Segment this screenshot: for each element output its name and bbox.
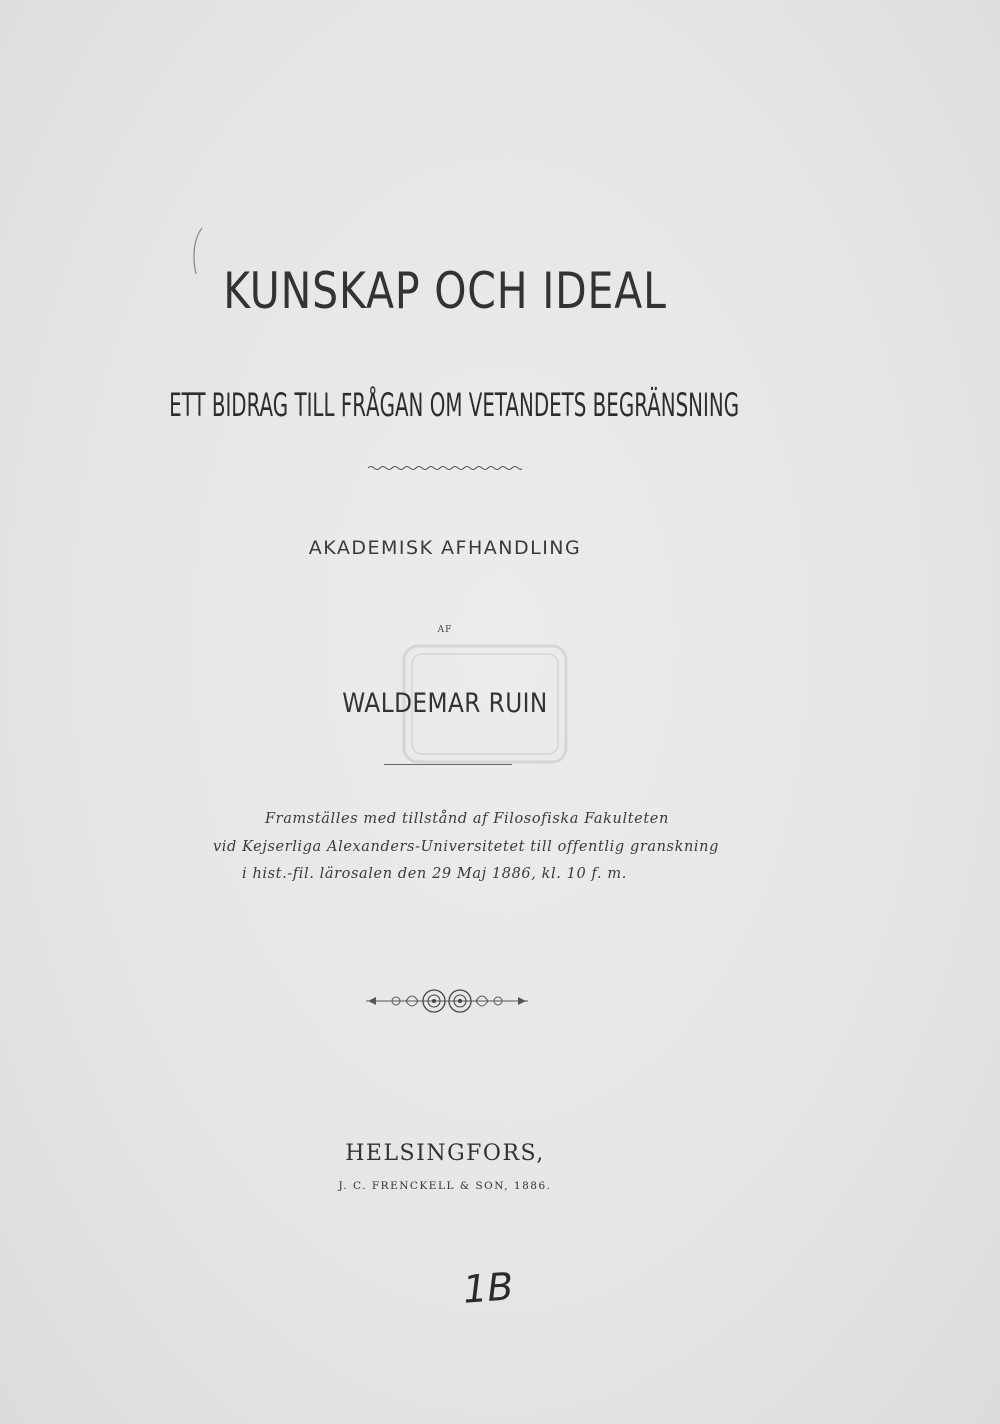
by-label: AF <box>437 625 453 635</box>
dissertation-type: AKADEMISK AFHANDLING <box>308 537 582 559</box>
decorative-ornament-icon <box>366 986 528 1016</box>
handwritten-shelf-mark: 1B <box>461 1264 515 1312</box>
publisher-line: J. C. FRENCKELL & SON, 1886. <box>338 1180 552 1192</box>
note-line-1: Framställes med tillstånd af Filosofiska Fakulteten <box>265 811 669 827</box>
book-subtitle: ETT BIDRAG TILL FRÅGAN OM VETANDETS BEGRÄNSNING <box>169 386 740 424</box>
wavy-rule-divider <box>368 464 522 472</box>
book-title: KUNSKAP OCH IDEAL <box>223 262 667 320</box>
publication-place: HELSINGFORS, <box>345 1141 545 1166</box>
note-line-3: i hist.-fil. lärosalen den 29 Maj 1886, kl. 10 f. m. <box>242 866 627 882</box>
author-name: WALDEMAR RUIN <box>342 688 548 719</box>
short-rule-divider <box>384 764 512 765</box>
note-line-2: vid Kejserliga Alexanders-Universitetet till offentlig granskning <box>213 839 719 855</box>
